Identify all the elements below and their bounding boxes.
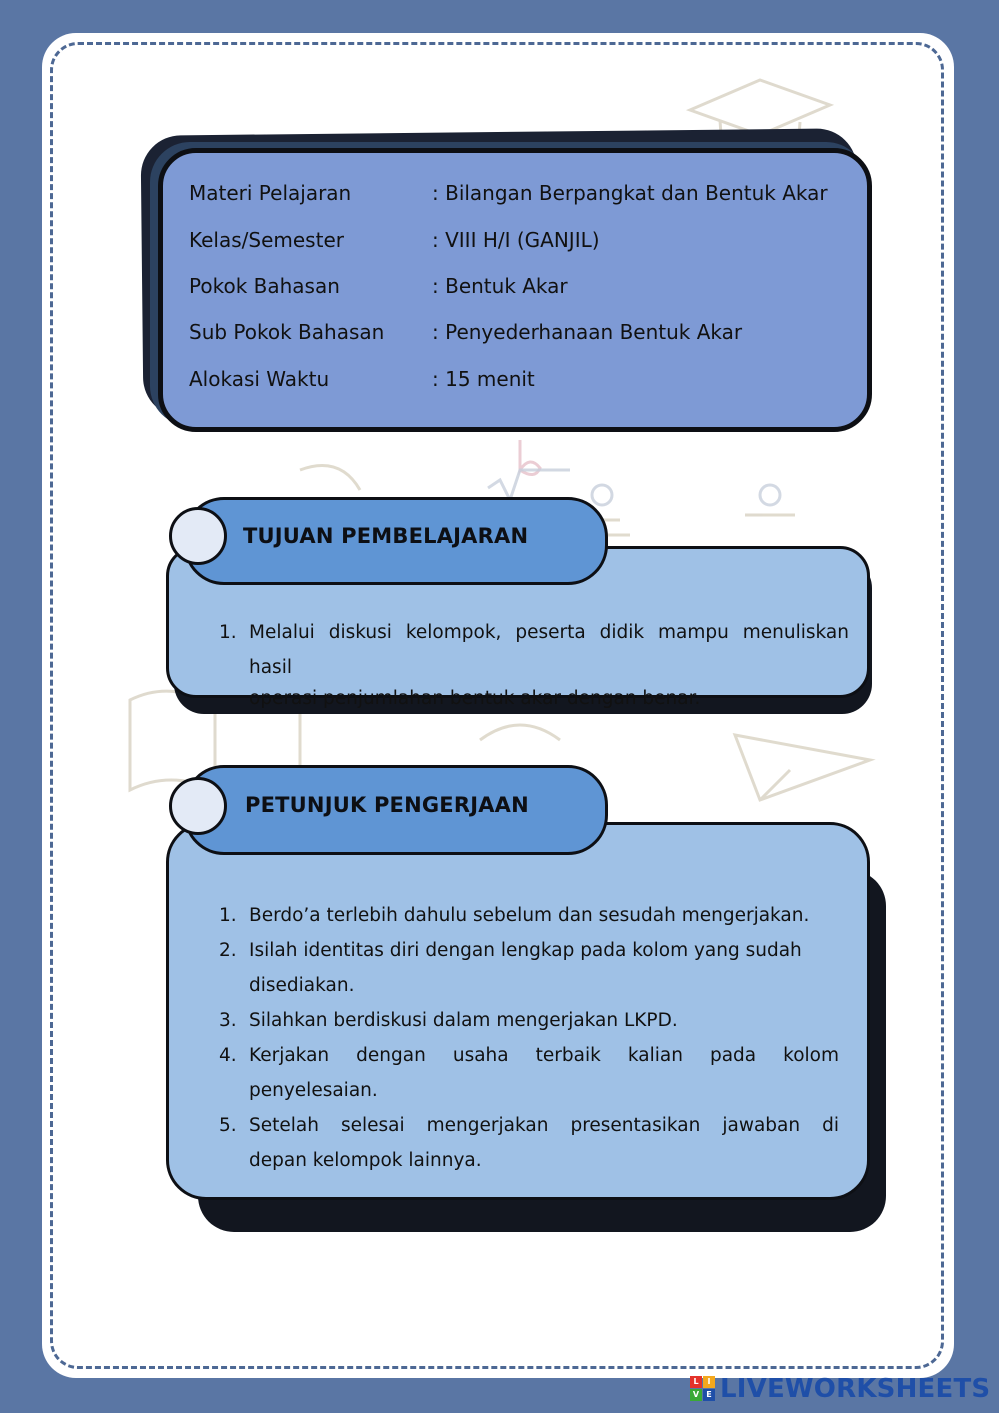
math-letter-a-icon xyxy=(760,485,780,505)
watermark-text: LIVEWORKSHEETS xyxy=(720,1374,991,1404)
list-text-line: Berdo’a terlebih dahulu sebelum dan sesudah mengerjakan. xyxy=(249,905,810,926)
info-label: Materi Pelajaran xyxy=(189,181,352,205)
list-text-line: Melalui diskusi kelompok, peserta didik mampu menuliskan hasil xyxy=(249,622,849,678)
liveworksheets-logo-icon xyxy=(690,1376,716,1402)
list-text-line: operasi penjumlahan bentuk akar dengan benar. xyxy=(249,688,701,709)
list-number: 3. xyxy=(219,1010,237,1031)
info-label: Sub Pokok Bahasan xyxy=(189,320,385,344)
list-text-line: disediakan. xyxy=(249,975,355,996)
logo-letter: L xyxy=(690,1376,702,1388)
list-text-line: Setelah selesai mengerjakan presentasikan jawaban di xyxy=(249,1115,839,1136)
list-number: 4. xyxy=(219,1045,237,1066)
logo-letter: I xyxy=(703,1376,715,1388)
list-text-line: penyelesaian. xyxy=(249,1080,378,1101)
list-text-line: Silahkan berdiskusi dalam mengerjakan LKPD. xyxy=(249,1010,678,1031)
graduation-cap-icon xyxy=(690,80,830,135)
info-value: : Penyederhanaan Bentuk Akar xyxy=(432,320,743,344)
petunjuk-title: PETUNJUK PENGERJAAN xyxy=(245,793,529,817)
info-value: : Bentuk Akar xyxy=(432,274,568,298)
list-number: 1. xyxy=(219,622,237,643)
list-text-line: depan kelompok lainnya. xyxy=(249,1150,482,1171)
liveworksheets-watermark[interactable] xyxy=(690,1372,990,1406)
info-label: Kelas/Semester xyxy=(189,228,344,252)
info-label: Pokok Bahasan xyxy=(189,274,340,298)
list-text-line: Isilah identitas diri dengan lengkap pada kolom yang sudah xyxy=(249,940,802,961)
info-card xyxy=(158,148,872,432)
petunjuk-circle-icon xyxy=(169,777,227,835)
tujuan-title: TUJUAN PEMBELAJARAN xyxy=(243,524,529,548)
info-value: : 15 menit xyxy=(432,367,535,391)
paper-plane-icon xyxy=(735,735,870,800)
info-value: : Bilangan Berpangkat dan Bentuk Akar xyxy=(432,181,828,205)
tujuan-circle-icon xyxy=(169,507,227,565)
info-label: Alokasi Waktu xyxy=(189,367,330,391)
list-text-line: Kerjakan dengan usaha terbaik kalian pada kolom xyxy=(249,1045,839,1066)
list-number: 2. xyxy=(219,940,237,961)
list-number: 5. xyxy=(219,1115,237,1136)
logo-letter: E xyxy=(703,1389,715,1401)
logo-letter: V xyxy=(690,1389,702,1401)
list-number: 1. xyxy=(219,905,237,926)
info-value: : VIII H/I (GANJIL) xyxy=(432,228,600,252)
